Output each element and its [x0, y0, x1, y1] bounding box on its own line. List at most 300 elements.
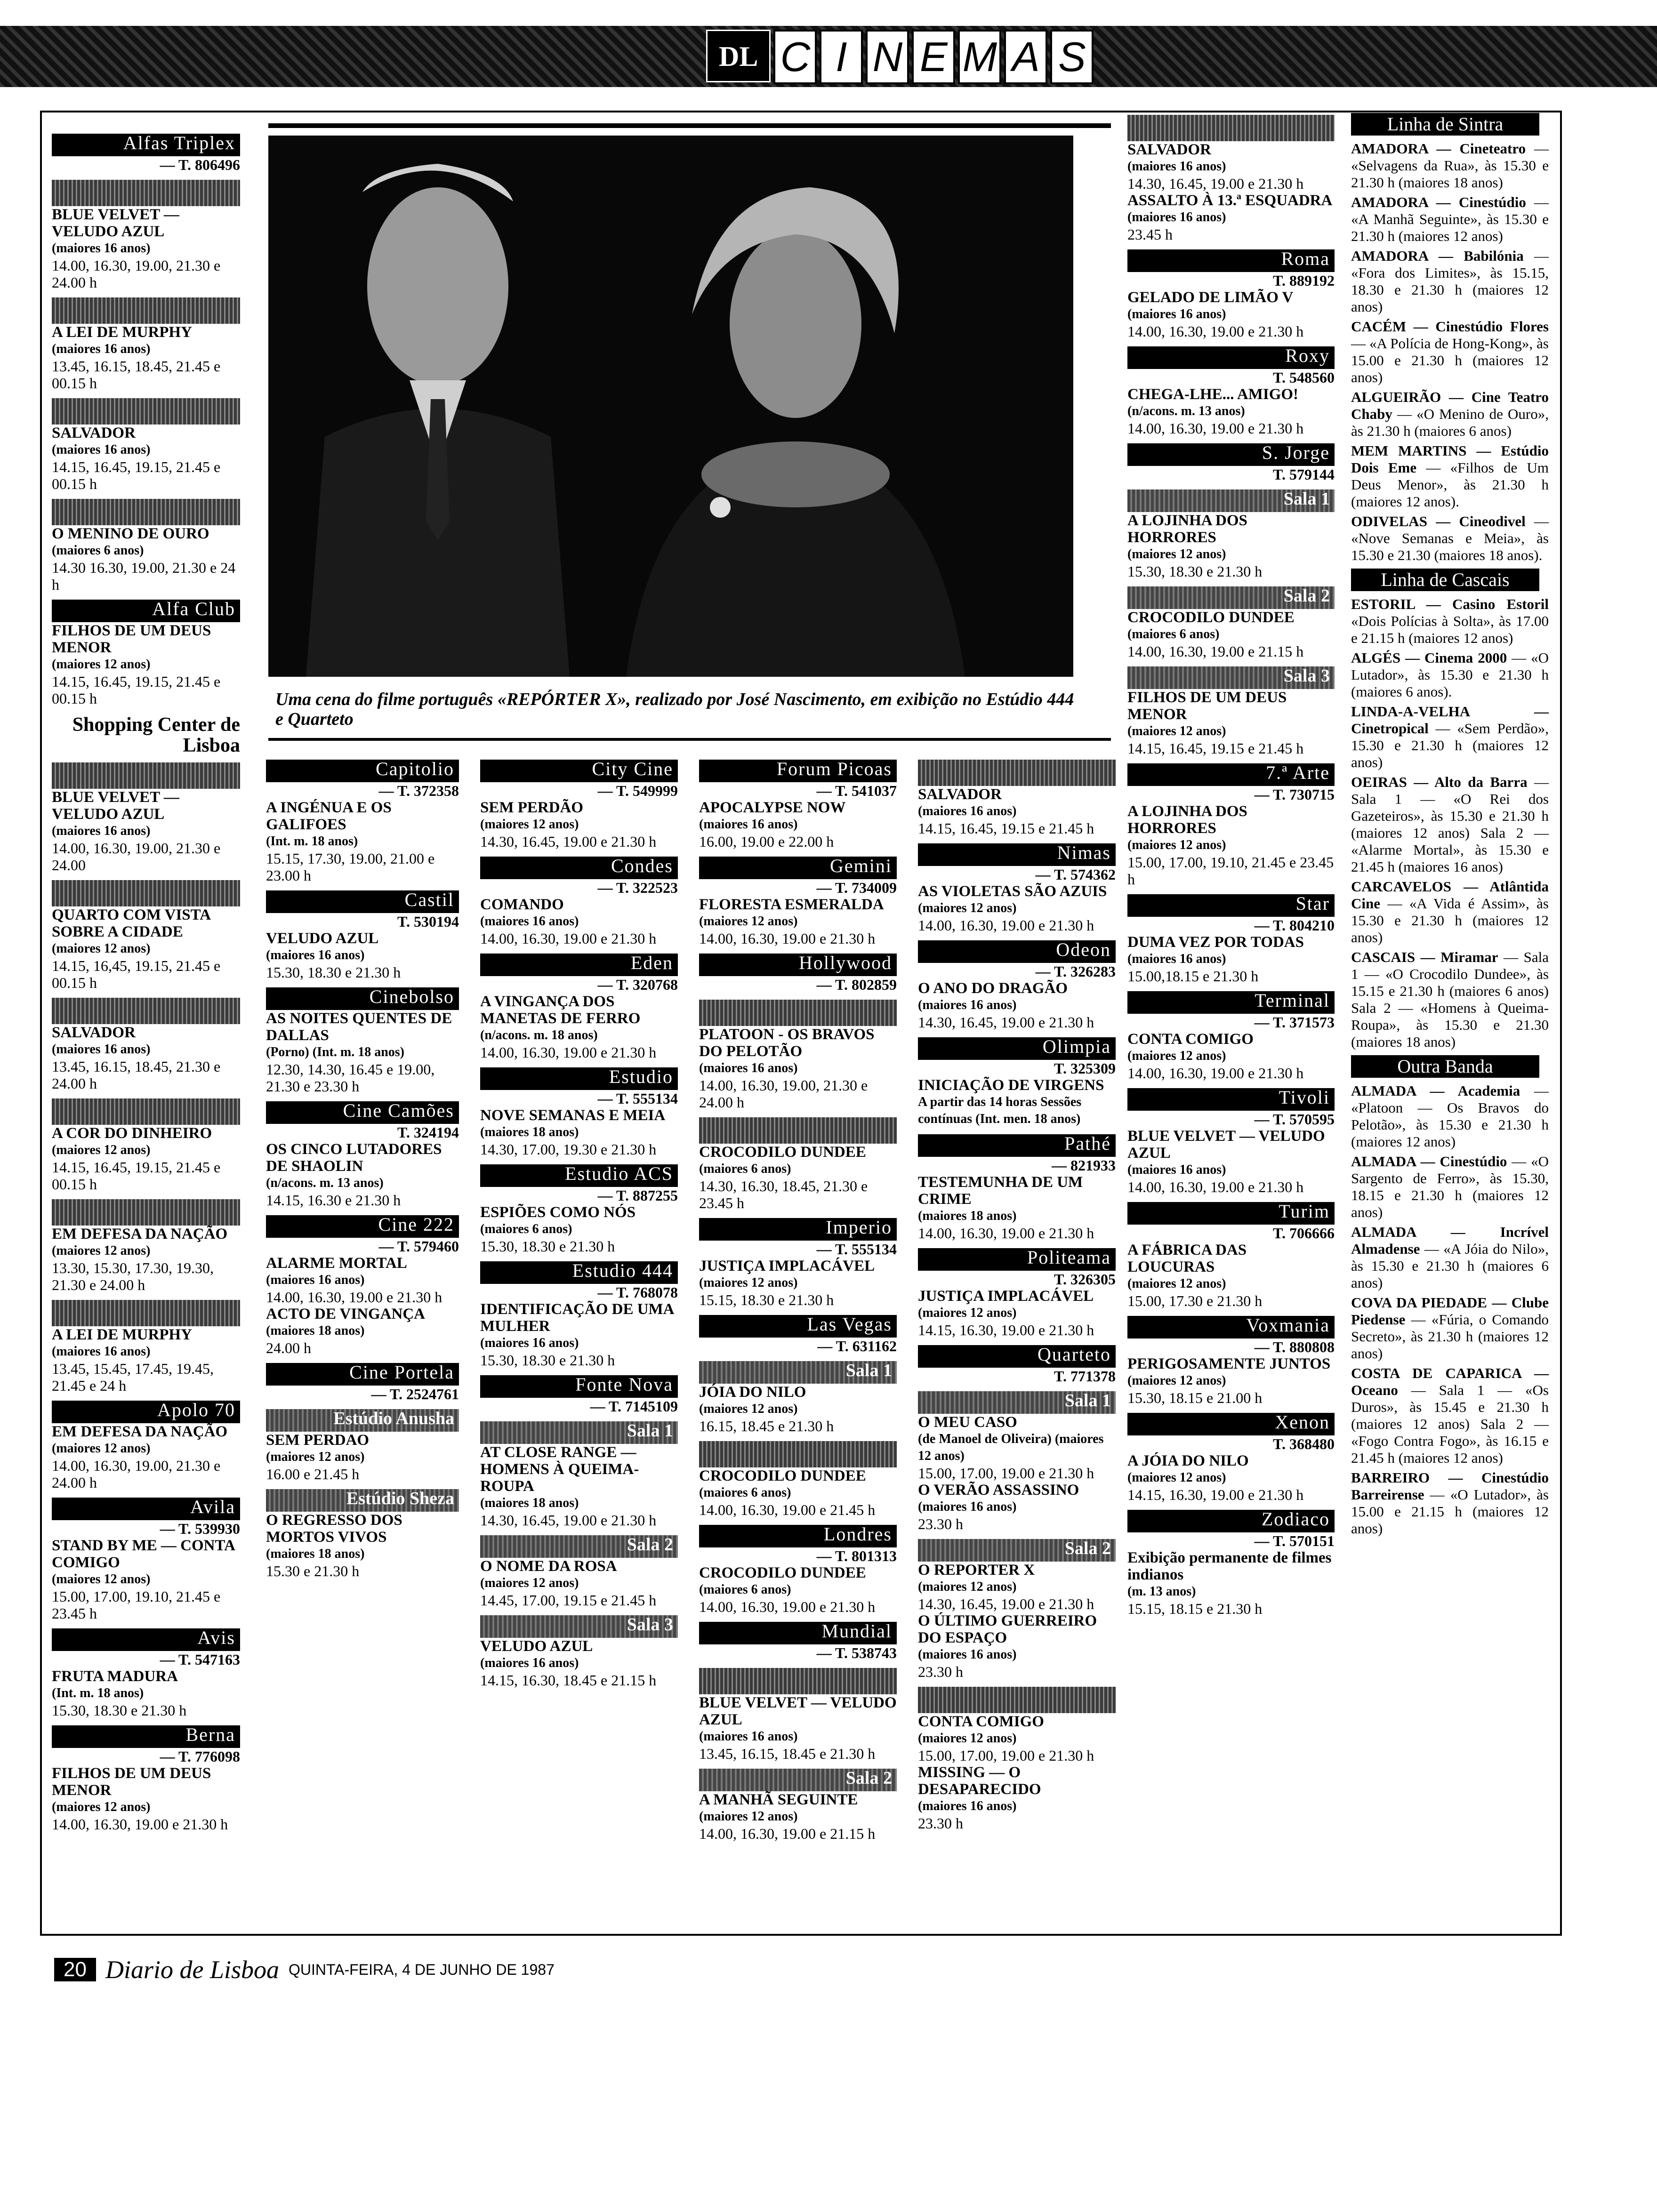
cinema-header: Cine Camões: [266, 1101, 459, 1124]
movie-title: CONTA COMIGO: [1127, 1031, 1254, 1048]
movie-title: INICIAÇÃO DE VIRGENS: [918, 1077, 1104, 1094]
phone-number: — T. 880808: [1254, 1338, 1335, 1355]
cinema-header: Fonte Nova: [480, 1375, 678, 1398]
listing-text: — «Fúria, o Comando Secreto», às 21.30 h (maiores 12 anos): [1351, 1311, 1549, 1362]
cinema-header: Capitolio: [266, 760, 459, 782]
showtimes: 14.00, 16.30, 19.00 e 21.15 h: [699, 1825, 876, 1842]
listing-text: — «Sem Perdão», 15.30 e 21.30 h (maiores 12 anos): [1351, 720, 1549, 770]
showtimes: 23.30 h: [918, 1815, 963, 1832]
showtimes: 14.00, 16.30, 19.00 e 21.30 h: [480, 930, 657, 947]
listing: [52, 789, 240, 874]
age-rating: (m. 13 anos): [1127, 1584, 1196, 1599]
listing: [266, 1306, 459, 1356]
listing: [266, 1432, 459, 1483]
showtimes: 15.15, 18.15 e 21.30 h: [1127, 1600, 1263, 1617]
listing: [918, 786, 1116, 837]
listing-text: — «Filhos de Um Deus Menor», às 21.30 h (maiores 12 anos).: [1351, 459, 1549, 510]
showtimes: 14.00, 16.30, 19.00, 21.30 e 24.00 h: [52, 1457, 221, 1491]
showtimes: 13.45, 16.15, 18.45, 21.30 e 24.00 h: [52, 1058, 221, 1092]
movie-title: O REPORTER X: [918, 1562, 1035, 1579]
screen-divider: [699, 1117, 897, 1144]
cinema-header: Avila: [52, 1498, 240, 1520]
age-rating: (maiores 12 anos): [699, 1809, 798, 1824]
listing: [918, 883, 1116, 934]
listing: [52, 1226, 240, 1293]
showtimes: 13.30, 15.30, 17.30, 19.30, 21.30 e 24.00 h: [52, 1259, 214, 1293]
movie-title: SEM PERDÃO: [480, 799, 584, 816]
age-rating: (Porno) (Int. m. 18 anos): [266, 1045, 404, 1059]
cinema-header: Terminal: [1127, 991, 1335, 1014]
phone-number: T. 771378: [1054, 1368, 1116, 1385]
movie-title: BLUE VELVET — VELUDO AZUL: [52, 789, 179, 823]
cinema-header: S. Jorge: [1127, 443, 1335, 466]
age-rating: (maiores 12 anos): [480, 1576, 579, 1590]
showtimes: 14.15, 16,45, 19.15, 21.45 e 00.15 h: [52, 957, 221, 991]
room-label: Estúdio Anusha: [266, 1409, 459, 1432]
cinema-header: Odeon: [918, 940, 1116, 963]
movie-title: A JÓIA DO NILO: [1127, 1452, 1249, 1469]
phone-number: — T. 802859: [816, 976, 897, 993]
venue-name: AMADORA — Cineteatro: [1351, 140, 1526, 157]
showtimes: 14.00, 16.30, 19.00 e 21.30 h: [918, 917, 1094, 934]
listing-text: — «A Vida é Assim», às 15.30 e 21.30 h (maiores 12 anos): [1351, 895, 1549, 946]
age-rating: (maiores 16 anos): [699, 1061, 798, 1075]
movie-title: A VINGANÇA DOS MANETAS DE FERRO: [480, 993, 641, 1027]
phone-number: — T. 579460: [378, 1238, 459, 1255]
showtimes: 14.00, 16.30, 19.00 e 21.30 h: [1127, 1065, 1304, 1082]
movie-title: JUSTIÇA IMPLACÁVEL: [918, 1288, 1094, 1305]
showtimes: 14.00, 16.30, 19.00 e 21.30 h: [1127, 420, 1304, 437]
age-rating: (maiores 12 anos): [918, 1306, 1017, 1320]
listing: [1127, 934, 1335, 985]
age-rating: (maiores 16 anos): [1127, 952, 1226, 966]
listing: [918, 1077, 1116, 1128]
listing: [1127, 689, 1335, 757]
phone-number: — T. 541037: [816, 782, 897, 799]
room-label: Sala 1: [918, 1391, 1116, 1414]
cinema-header: Las Vegas: [699, 1315, 897, 1338]
screen-divider: [1127, 115, 1335, 141]
listing: [1127, 609, 1335, 660]
cinema-header: Estudio 444: [480, 1261, 678, 1284]
age-rating: (maiores 12 anos): [699, 914, 798, 929]
movie-title: AS VIOLETAS SÃO AZUIS: [918, 883, 1107, 900]
column-lisbon-4: [699, 753, 897, 1842]
phone-number: — T. 570151: [1254, 1532, 1335, 1549]
movie-title: FLORESTA ESMERALDA: [699, 896, 884, 913]
cinema-header: Forum Picoas: [699, 760, 897, 782]
listing: [1127, 192, 1335, 243]
listing: [266, 1255, 459, 1306]
venue-name: ALGUEIRÃO — Cine Teatro Chaby: [1351, 389, 1549, 422]
title-letter: N: [866, 30, 909, 84]
movie-title: A LEI DE MURPHY: [52, 1326, 192, 1343]
movie-title: VELUDO AZUL: [266, 930, 379, 947]
listing: [52, 425, 240, 492]
showtimes: 15.30 e 21.30 h: [266, 1563, 360, 1579]
listing-text: — «Platoon — Os Bravos do Pelotão», às 15.30 e 21.30 h (maiores 12 anos): [1351, 1082, 1549, 1150]
cinema-header: Xenon: [1127, 1413, 1335, 1435]
showtimes: 13.45, 16.15, 18.45 e 21.30 h: [699, 1745, 876, 1762]
cinema-header: Voxmania: [1127, 1316, 1335, 1338]
screen-divider: [52, 180, 240, 206]
showtimes: 12.30, 14.30, 16.45 e 19.00, 21.30 e 23.30 h: [266, 1061, 435, 1095]
venue-name: CASCAIS — Miramar: [1351, 949, 1498, 965]
showtimes: 14.00, 16.30, 19.00 e 21.45 h: [699, 1501, 876, 1518]
movie-title: EM DEFESA DA NAÇÃO: [52, 1226, 228, 1242]
movie-title: Exibição permanente de filmes indianos: [1127, 1549, 1332, 1583]
phone-number: T. 368480: [1273, 1435, 1335, 1452]
movie-title: CHEGA-LHE... AMIGO!: [1127, 386, 1299, 403]
showtimes: 14.30, 16.45, 19.00 e 21.30 h: [480, 833, 657, 850]
age-rating: (maiores 16 anos): [1127, 159, 1226, 174]
venue-name: ALMADA — Cinestúdio: [1351, 1153, 1507, 1170]
age-rating: (maiores 6 anos): [699, 1582, 791, 1597]
movie-title: SEM PERDAO: [266, 1432, 370, 1449]
showtimes: 14.30, 16.45, 19.00 e 21.30 h: [918, 1014, 1094, 1031]
age-rating: (maiores 18 anos): [480, 1496, 579, 1510]
page-number: 20: [54, 1958, 96, 1981]
movie-title: A MANHÃ SEGUINTE: [699, 1791, 858, 1808]
age-rating: (maiores 12 anos): [52, 1143, 151, 1157]
age-rating: A partir das 14 horas Sessões contínuas (Int. men. 18 anos): [918, 1095, 1082, 1126]
age-rating: (maiores 16 anos): [480, 1336, 579, 1350]
showtimes: 14.30, 17.00, 19.30 e 21.30 h: [480, 1141, 657, 1158]
age-rating: (maiores 12 anos): [918, 1579, 1017, 1594]
photo-rule: [268, 123, 1111, 128]
showtimes: 14.00, 16.30, 19.00 e 21.30 h: [918, 1225, 1094, 1242]
listing: [699, 1694, 897, 1762]
venue-name: ALGÉS — Cinema 2000: [1351, 649, 1507, 666]
venue-name: ESTORIL — Casino Estoril: [1351, 596, 1549, 612]
showtimes: 15.30, 18.30 e 21.30 h: [1127, 563, 1263, 580]
cinema-header: Castil: [266, 890, 459, 913]
showtimes: 15.30, 18.30 e 21.30 h: [480, 1238, 615, 1255]
column-lisbon-5: [918, 753, 1116, 1832]
listing: [266, 1010, 459, 1095]
movie-title: IDENTIFICAÇÃO DE UMA MULHER: [480, 1301, 674, 1335]
showtimes: 14.15, 16.45, 19.15, 21.45 e 00.15 h: [52, 673, 221, 707]
listing: [918, 1713, 1116, 1764]
listing-entry: [1351, 513, 1549, 564]
cinema-header: Roxy: [1127, 346, 1335, 369]
movie-title: AT CLOSE RANGE — HOMENS À QUEIMA-ROUPA: [480, 1444, 639, 1495]
listing: [1127, 1031, 1335, 1082]
listing: [52, 622, 240, 707]
age-rating: (maiores 12 anos): [52, 1441, 151, 1456]
showtimes: 14.15, 16.45, 19.15, 21.45 e 00.15 h: [52, 1159, 221, 1193]
movie-title: ESPIÕES COMO NÓS: [480, 1204, 636, 1221]
room-label: Sala 1: [1127, 489, 1335, 512]
cinema-header: Turim: [1127, 1202, 1335, 1225]
phone-number: — T. 631162: [817, 1338, 897, 1354]
age-rating: (maiores 16 anos): [480, 914, 579, 929]
listing: [699, 1791, 897, 1842]
phone-number: — T. 539930: [160, 1520, 240, 1537]
movie-title: O ÚLTIMO GUERREIRO DO ESPAÇO: [918, 1612, 1097, 1646]
listing-text: — «O Lutador», às 15.00 e 21.15 h (maiores 12 anos): [1351, 1486, 1549, 1537]
cinema-header: Imperio: [699, 1218, 897, 1241]
listing-text: — Sala 1 — «O Crocodilo Dundee», às 15.15 e 21.30 h (maiores 6 anos) Sala 2 — «Homens à Queima-Roupa», às 15.30 e 21.30 (maiores 18 anos): [1351, 949, 1549, 1050]
listing: [918, 1288, 1116, 1338]
listing: [1127, 1452, 1335, 1503]
showtimes: 14.00, 16.30, 19.00 e 21.30 h: [1127, 1178, 1304, 1195]
phone-number: — T. 322523: [597, 879, 678, 896]
showtimes: 13.45, 16.15, 18.45, 21.45 e 00.15 h: [52, 358, 221, 392]
listing-entry: [1351, 1294, 1549, 1362]
listing: [52, 1024, 240, 1092]
showtimes: 14.15, 16.45, 19.15 e 21.45 h: [1127, 740, 1304, 757]
room-label: Sala 3: [480, 1615, 678, 1638]
listing-text: — «A Manhã Seguinte», às 15.30 e 21.30 h (maiores 12 anos): [1351, 194, 1549, 244]
venue-name: COSTA DE CAPARICA — Oceano: [1351, 1365, 1549, 1398]
showtimes: 14.15, 16.30, 18.45 e 21.15 h: [480, 1672, 657, 1689]
room-label: Sala 1: [480, 1421, 678, 1444]
showtimes: 14.00, 16.30, 19.00, 21.30 e 24.00: [52, 840, 221, 874]
age-rating: (maiores 16 anos): [52, 1344, 151, 1359]
venue-name: MEM MARTINS — Estúdio Dois Eme: [1351, 442, 1549, 476]
phone-number: — T. 555134: [816, 1241, 897, 1258]
age-rating: (maiores 16 anos): [699, 817, 798, 832]
phone-number: — T. 574362: [1035, 866, 1116, 883]
movie-title: GELADO DE LIMÃO V: [1127, 289, 1294, 306]
screen-divider: [52, 880, 240, 906]
screen-divider: [52, 1098, 240, 1125]
cinema-header: Tivoli: [1127, 1088, 1335, 1111]
showtimes: 14.30 16.30, 19.00, 21.30 e 24 h: [52, 559, 236, 593]
age-rating: (maiores 16 anos): [918, 998, 1017, 1012]
listing: [1127, 1549, 1335, 1617]
listing-entry: [1351, 194, 1549, 245]
age-rating: (maiores 16 anos): [52, 1042, 151, 1057]
movie-title: PLATOON - OS BRAVOS DO PELOTÃO: [699, 1026, 875, 1060]
showtimes: 14.15, 16.30, 19.00 e 21.30 h: [1127, 1486, 1304, 1503]
phone-number: — T. 570595: [1254, 1111, 1335, 1128]
listing-entry: [1351, 774, 1549, 875]
age-rating: (maiores 12 anos): [1127, 1276, 1226, 1291]
phone-number: — T. 734009: [816, 879, 897, 896]
listing: [52, 324, 240, 392]
venue-name: AMADORA — Babilónia: [1351, 248, 1524, 264]
age-rating: (maiores 16 anos): [52, 342, 151, 356]
age-rating: (maiores 16 anos): [918, 1647, 1017, 1662]
venue-name: ALMADA — Academia: [1351, 1082, 1520, 1099]
age-rating: (maiores 16 anos): [1127, 307, 1226, 321]
listing: [52, 1125, 240, 1193]
showtimes: 24.00 h: [266, 1339, 311, 1356]
listing-text: — «Fora dos Limites», às 15.15, 18.30 e 21.30 h (maiores 12 anos): [1351, 248, 1549, 315]
movie-title: FILHOS DE UM DEUS MENOR: [52, 622, 211, 656]
movie-title: STAND BY ME — CONTA COMIGO: [52, 1537, 235, 1571]
phone-number: — T. 887255: [597, 1187, 678, 1204]
movie-title: SALVADOR: [52, 1024, 136, 1041]
age-rating: (maiores 12 anos): [52, 1800, 151, 1814]
listing-entry: [1351, 140, 1549, 191]
phone-number: T. 325309: [1054, 1060, 1116, 1077]
screen-divider: [918, 760, 1116, 786]
phone-number: — T. 320768: [597, 976, 678, 993]
listing: [699, 1564, 897, 1615]
listing: [918, 980, 1116, 1031]
venue-name: OEIRAS — Alto da Barra: [1351, 774, 1528, 790]
movie-title: FRUTA MADURA: [52, 1668, 178, 1685]
age-rating: (maiores 12 anos): [480, 817, 579, 832]
listing-text: — «O Lutador», às 15.30 e 21.30 h (maiores 6 anos).: [1351, 649, 1549, 700]
age-rating: (maiores 12 anos): [52, 1572, 151, 1587]
title-letter: M: [958, 30, 1001, 84]
cinema-header: Eden: [480, 954, 678, 976]
cinema-header: Estudio: [480, 1067, 678, 1090]
showtimes: 14.00, 16.30, 19.00 e 21.30 h: [480, 1044, 657, 1061]
listing: [52, 1537, 240, 1622]
movie-title: ALARME MORTAL: [266, 1255, 407, 1272]
movie-title: CROCODILO DUNDEE: [1127, 609, 1295, 626]
region-header: Outra Banda: [1351, 1055, 1539, 1078]
listing: [480, 1204, 678, 1255]
caption-rule: [268, 738, 1111, 741]
room-label: Sala 2: [918, 1539, 1116, 1562]
age-rating: (maiores 16 anos): [52, 241, 151, 256]
showtimes: 14.15, 16.45, 19.15, 21.45 e 00.15 h: [52, 458, 221, 492]
screen-divider: [52, 1300, 240, 1326]
listing: [266, 1141, 459, 1209]
column-lisbon-1: [52, 127, 240, 1833]
movie-title: A FÁBRICA DAS LOUCURAS: [1127, 1242, 1247, 1275]
age-rating: (maiores 6 anos): [699, 1162, 791, 1176]
movie-title: VELUDO AZUL: [480, 1638, 593, 1655]
age-rating: (maiores 12 anos): [266, 1450, 365, 1464]
age-rating: (maiores 16 anos): [52, 824, 151, 838]
listing: [480, 993, 678, 1061]
showtimes: 23.30 h: [918, 1663, 963, 1680]
venue-name: Shopping Center de Lisboa: [72, 714, 240, 756]
screen-divider: [699, 1441, 897, 1467]
cinema-header: Avis: [52, 1628, 240, 1651]
listing: [480, 896, 678, 947]
showtimes: 14.30, 16.45, 19.00 e 21.30 h: [480, 1512, 657, 1529]
listing-text: — Sala 1 — «Os Duros», às 15.45 e 21.30 h (maiores 12 anos) Sala 2 — «Fogo Contra Fogo», às 16.15 e 21.45 h (maiores 12 anos): [1351, 1382, 1549, 1466]
cinema-header: Londres: [699, 1525, 897, 1547]
movie-title: JÓIA DO NILO: [699, 1384, 806, 1401]
movie-title: CROCODILO DUNDEE: [699, 1564, 866, 1581]
cinema-header: Mundial: [699, 1622, 897, 1644]
cinema-header: Star: [1127, 894, 1335, 917]
phone-number: — T. 806496: [160, 156, 240, 173]
phone-number: — T. 538743: [816, 1644, 897, 1661]
movie-title: A LEI DE MURPHY: [52, 324, 192, 341]
listing-entry: [1351, 949, 1549, 1050]
listing: [52, 1326, 240, 1394]
listing-text: — «O Menino de Ouro», às 21.30 h (maiores 6 anos): [1351, 406, 1549, 439]
showtimes: 16.00 e 21.45 h: [266, 1466, 360, 1483]
listing: [1127, 141, 1335, 192]
cinema-header: Cine Portela: [266, 1363, 459, 1386]
movie-title: O REGRESSO DOS MORTOS VIVOS: [266, 1512, 402, 1546]
cinema-header: Cine 222: [266, 1215, 459, 1238]
movie-title: ASSALTO À 13.ª ESQUADRA: [1127, 192, 1333, 209]
listing-text: — «O Sargento de Ferro», às 15.30, 18.15 e 21.30 h (maiores 12 anos): [1351, 1153, 1549, 1220]
cinema-header: Cinebolso: [266, 987, 459, 1010]
movie-title: PERIGOSAMENTE JUNTOS: [1127, 1355, 1331, 1372]
listing: [699, 1026, 897, 1111]
listing: [266, 799, 459, 884]
listing-entry: [1351, 1469, 1549, 1537]
title-letter: E: [912, 30, 955, 84]
showtimes: 13.45, 15.45, 17.45, 19.45, 21.45 e 24 h: [52, 1360, 214, 1394]
phone-number: — T. 372358: [378, 782, 459, 799]
section-banner: [0, 26, 1657, 87]
page-footer: [54, 1956, 555, 1984]
age-rating: (maiores 12 anos): [918, 901, 1017, 915]
age-rating: (maiores 16 anos): [52, 442, 151, 457]
phone-number: — T. 730715: [1254, 786, 1335, 803]
listing-text: «Dois Polícias à Solta», às 17.00 e 21.15 h (maiores 12 anos): [1351, 613, 1549, 646]
showtimes: 14.00, 16.30, 19.00 e 21.30 h: [266, 1289, 442, 1306]
movie-title: FILHOS DE UM DEUS MENOR: [52, 1765, 211, 1799]
phone-number: T. 889192: [1273, 272, 1335, 289]
listing: [1127, 1128, 1335, 1195]
screen-divider: [918, 1687, 1116, 1713]
showtimes: 15.00, 17.30 e 21.30 h: [1127, 1292, 1263, 1309]
showtimes: 15.00, 17.00, 19.10, 21.45 e 23.45 h: [1127, 854, 1334, 888]
phone-number: T. 324194: [397, 1124, 459, 1141]
age-rating: (maiores 12 anos): [1127, 1049, 1226, 1063]
listing: [52, 206, 240, 291]
movie-title: TESTEMUNHA DE UM CRIME: [918, 1174, 1083, 1208]
listing-entry: [1351, 649, 1549, 700]
age-rating: (maiores 18 anos): [266, 1547, 365, 1561]
age-rating: (maiores 16 anos): [1127, 1162, 1226, 1177]
age-rating: (maiores 12 anos): [699, 1402, 798, 1416]
listing-text: — «A Polícia de Hong-Kong», às 15.00 e 21.30 h (maiores 12 anos): [1351, 335, 1549, 385]
listing-entry: [1351, 596, 1549, 647]
age-rating: (maiores 6 anos): [699, 1485, 791, 1500]
room-label: Estúdio Sheza: [266, 1489, 459, 1512]
showtimes: 16.15, 18.45 e 21.30 h: [699, 1418, 834, 1435]
cinema-header: Apolo 70: [52, 1401, 240, 1423]
listing: [699, 1467, 897, 1518]
age-rating: (maiores 6 anos): [1127, 627, 1220, 641]
phone-number: T. 530194: [397, 913, 459, 930]
listing-entry: [1351, 1224, 1549, 1291]
showtimes: 14.15, 16.45, 19.15 e 21.45 h: [918, 820, 1094, 837]
movie-title: DUMA VEZ POR TODAS: [1127, 934, 1304, 951]
cinema-header: 7.ª Arte: [1127, 763, 1335, 786]
showtimes: 14.45, 17.00, 19.15 e 21.45 h: [480, 1592, 657, 1609]
cinema-header: Condes: [480, 857, 678, 879]
age-rating: (maiores 16 anos): [1127, 210, 1226, 224]
film-still-image: [268, 136, 1073, 677]
age-rating: (maiores 16 anos): [918, 1799, 1017, 1813]
movie-title: ACTO DE VINGANÇA: [266, 1306, 425, 1322]
cinema-header: Alfas Triplex: [52, 134, 240, 156]
age-rating: (maiores 12 anos): [1127, 1470, 1226, 1485]
age-rating: (maiores 16 anos): [918, 804, 1017, 818]
cinema-header: Nimas: [918, 843, 1116, 866]
phone-number: — T. 371573: [1254, 1014, 1335, 1031]
listing: [699, 896, 897, 947]
listing: [918, 1562, 1116, 1612]
showtimes: 14.00, 16.30, 19.00 e 21.15 h: [1127, 643, 1304, 660]
age-rating: (maiores 12 anos): [1127, 1373, 1226, 1388]
showtimes: 15.15, 17.30, 19.00, 21.00 e 23.00 h: [266, 850, 435, 884]
listing-entry: [1351, 318, 1549, 386]
age-rating: (maiores 6 anos): [480, 1222, 572, 1236]
room-label: Sala 2: [699, 1769, 897, 1791]
listing-entry: [1351, 1365, 1549, 1467]
age-rating: (maiores 12 anos): [52, 657, 151, 672]
cinema-header: Quarteto: [918, 1345, 1116, 1368]
